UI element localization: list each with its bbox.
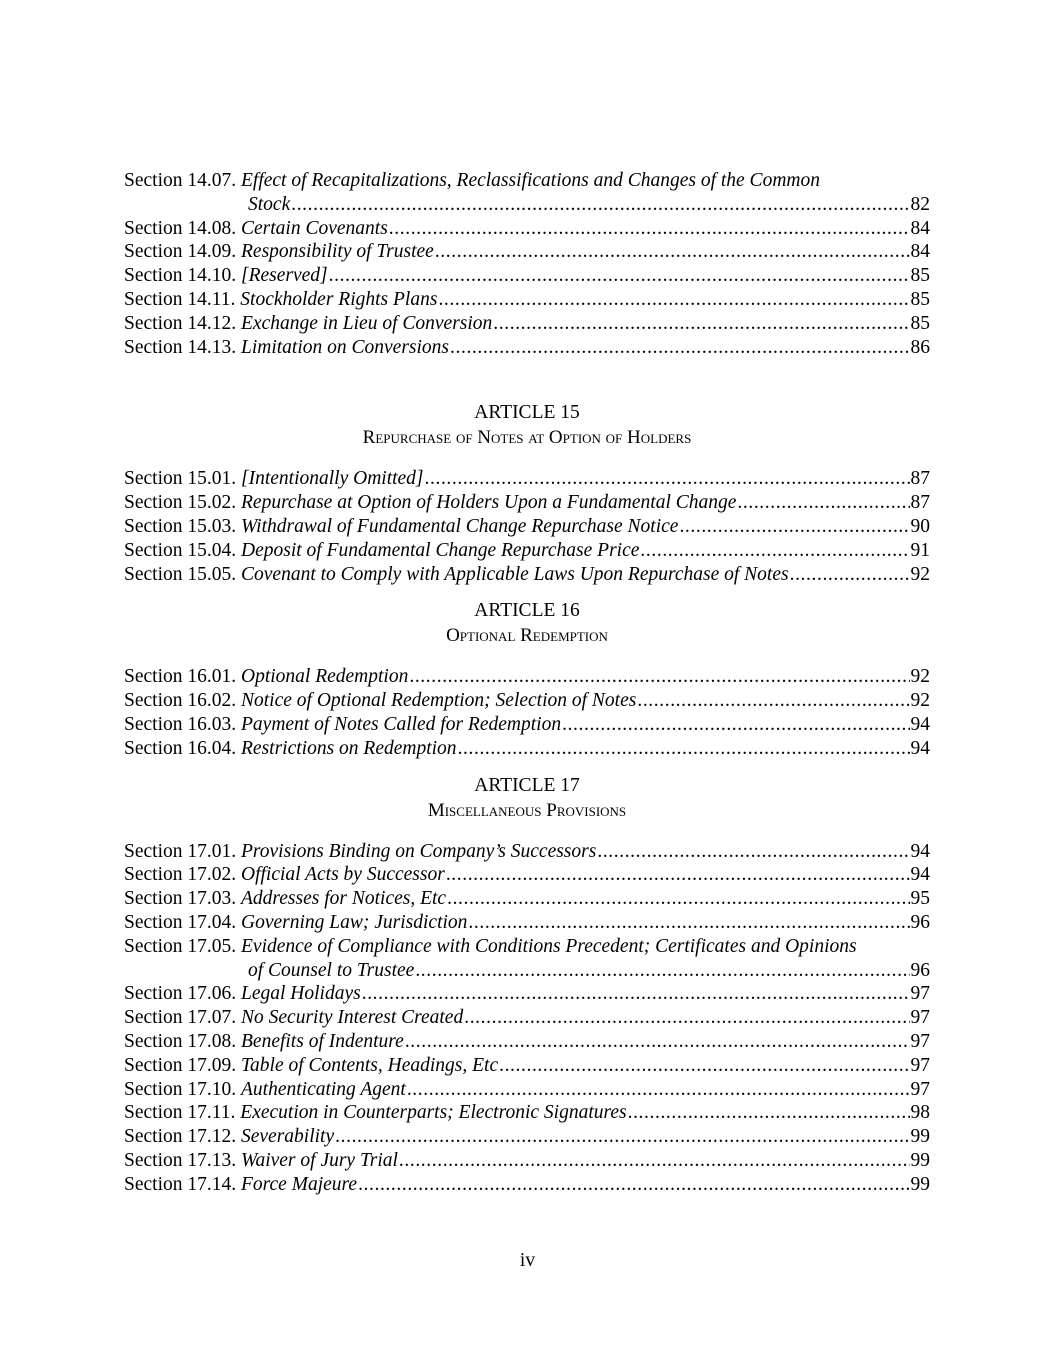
dot-leader bbox=[291, 193, 909, 217]
page-number: 94 bbox=[910, 864, 930, 886]
toc-entry-16-04[interactable]: Section 16.04. Restrictions on Redemption ..... 94 bbox=[124, 737, 930, 761]
toc-entry-17-06[interactable]: Section 17.06. Legal Holidays ..... 97 bbox=[124, 982, 930, 1006]
article-number: ARTICLE 15 bbox=[474, 402, 580, 424]
dot-leader bbox=[389, 217, 910, 241]
article-16-heading bbox=[124, 598, 930, 648]
toc-entry-17-05-continued[interactable]: of Counsel to Trustee ..... 96 bbox=[124, 959, 930, 983]
toc-entry-14-12[interactable]: Section 14.12. Exchange in Lieu of Conversion ..... 85 bbox=[124, 312, 930, 336]
dot-leader bbox=[790, 563, 910, 587]
toc-entry-17-08[interactable]: Section 17.08. Benefits of Indenture ..... 97 bbox=[124, 1030, 930, 1054]
toc-entry-15-04[interactable]: Section 15.04. Deposit of Fundamental Change Repurchase Price ..... 91 bbox=[124, 539, 930, 563]
dot-leader bbox=[679, 515, 909, 539]
toc-entry-17-09[interactable]: Section 17.09. Table of Contents, Headings, Etc ..... 97 bbox=[124, 1054, 930, 1078]
article-number: ARTICLE 16 bbox=[474, 600, 580, 622]
toc-entry-17-13[interactable]: Section 17.13. Waiver of Jury Trial ..... 99 bbox=[124, 1149, 930, 1173]
page-number: 96 bbox=[910, 959, 930, 981]
toc-entry-14-11[interactable]: Section 14.11. Stockholder Rights Plans ..... 85 bbox=[124, 288, 930, 312]
toc-entry-14-08[interactable]: Section 14.08. Certain Covenants ..... 84 bbox=[124, 217, 930, 241]
toc-entry-16-03[interactable]: Section 16.03. Payment of Notes Called for Redemption ..... 94 bbox=[124, 713, 930, 737]
page-number: 99 bbox=[910, 1173, 930, 1195]
page-folio: iv bbox=[519, 1250, 536, 1271]
toc-entry-15-03[interactable]: Section 15.03. Withdrawal of Fundamental Change Repurchase Notice ..... 90 bbox=[124, 515, 930, 539]
dot-leader bbox=[597, 840, 909, 864]
dot-leader bbox=[362, 982, 910, 1006]
dot-leader bbox=[640, 539, 909, 563]
toc-entry-14-13[interactable]: Section 14.13. Limitation on Conversions ..... 86 bbox=[124, 336, 930, 360]
toc-entry-17-07[interactable]: Section 17.07. No Security Interest Created ..... 97 bbox=[124, 1006, 930, 1030]
page-number: 85 bbox=[910, 312, 930, 334]
page-number: 92 bbox=[910, 666, 930, 688]
dot-leader bbox=[458, 737, 910, 761]
page-number: 84 bbox=[910, 217, 930, 239]
article-15-sections bbox=[124, 467, 930, 586]
dot-leader bbox=[399, 1149, 910, 1173]
article-16-sections bbox=[124, 665, 930, 760]
page-number: 86 bbox=[910, 336, 930, 358]
dot-leader bbox=[415, 959, 909, 983]
article-17-heading bbox=[124, 773, 930, 823]
page-number: 94 bbox=[910, 840, 930, 862]
article-17-sections bbox=[124, 840, 930, 1197]
toc-entry-17-12[interactable]: Section 17.12. Severability ..... 99 bbox=[124, 1125, 930, 1149]
table-of-contents bbox=[124, 169, 930, 1197]
page-number: 97 bbox=[910, 983, 930, 1005]
dot-leader bbox=[464, 1006, 909, 1030]
dot-leader bbox=[358, 1173, 909, 1197]
article-14-sections bbox=[124, 169, 930, 359]
article-title: Miscellaneous Provisions bbox=[427, 799, 627, 821]
page-number: 99 bbox=[910, 1149, 930, 1171]
toc-entry-17-02[interactable]: Section 17.02. Official Acts by Successor ..... 94 bbox=[124, 863, 930, 887]
toc-entry-14-09[interactable]: Section 14.09. Responsibility of Trustee ..... 84 bbox=[124, 240, 930, 264]
dot-leader bbox=[637, 689, 909, 713]
article-title: Repurchase of Notes at Option of Holders bbox=[362, 427, 692, 449]
toc-entry-17-05[interactable]: Section 17.05. Evidence of Compliance with Conditions Precedent; Certificates and Opinions bbox=[124, 935, 857, 957]
page-number: 90 bbox=[910, 515, 930, 537]
toc-entry-17-04[interactable]: Section 17.04. Governing Law; Jurisdiction ..... 96 bbox=[124, 911, 930, 935]
dot-leader bbox=[562, 713, 909, 737]
toc-entry-15-02[interactable]: Section 15.02. Repurchase at Option of Holders Upon a Fundamental Change ..... 87 bbox=[124, 491, 930, 515]
page-number: 95 bbox=[910, 888, 930, 910]
page-number: 87 bbox=[910, 468, 930, 490]
page-number: 87 bbox=[910, 492, 930, 514]
page-number: 97 bbox=[910, 1030, 930, 1052]
page-number: 82 bbox=[910, 193, 930, 215]
page-number: 96 bbox=[910, 911, 930, 933]
dot-leader bbox=[628, 1101, 910, 1125]
toc-entry-14-07-continued[interactable]: Stock ..... 82 bbox=[124, 193, 930, 217]
page-number: 98 bbox=[910, 1102, 930, 1124]
toc-entry-17-03[interactable]: Section 17.03. Addresses for Notices, Etc ..... 95 bbox=[124, 887, 930, 911]
dot-leader bbox=[450, 336, 909, 360]
toc-entry-16-02[interactable]: Section 16.02. Notice of Optional Redemption; Selection of Notes ..... 92 bbox=[124, 689, 930, 713]
page-number: 91 bbox=[910, 539, 930, 561]
page-number: 92 bbox=[910, 563, 930, 585]
page-number: 94 bbox=[910, 713, 930, 735]
dot-leader bbox=[499, 1054, 909, 1078]
dot-leader bbox=[329, 264, 910, 288]
toc-entry-15-01[interactable]: Section 15.01. [Intentionally Omitted] ..... 87 bbox=[124, 467, 930, 491]
toc-entry-15-05[interactable]: Section 15.05. Covenant to Comply with Applicable Laws Upon Repurchase of Notes ..... 92 bbox=[124, 563, 930, 587]
dot-leader bbox=[407, 1078, 910, 1102]
dot-leader bbox=[446, 863, 910, 887]
page-number: 94 bbox=[910, 737, 930, 759]
page-number: 85 bbox=[910, 265, 930, 287]
toc-entry-14-07[interactable]: Section 14.07. Effect of Recapitalizations, Reclassifications and Changes of the Common bbox=[124, 170, 820, 191]
page-number: 97 bbox=[910, 1078, 930, 1100]
page-number: 85 bbox=[910, 288, 930, 310]
page-number: 99 bbox=[910, 1126, 930, 1148]
dot-leader bbox=[435, 240, 910, 264]
toc-entry-16-01[interactable]: Section 16.01. Optional Redemption ..... 92 bbox=[124, 665, 930, 689]
page-number: 84 bbox=[910, 241, 930, 263]
article-title: Optional Redemption bbox=[446, 625, 608, 647]
toc-entry-14-10[interactable]: Section 14.10. [Reserved] ..... 85 bbox=[124, 264, 930, 288]
toc-entry-17-14[interactable]: Section 17.14. Force Majeure ..... 99 bbox=[124, 1173, 930, 1197]
dot-leader bbox=[737, 491, 909, 515]
article-15-heading bbox=[124, 400, 930, 450]
toc-entry-17-01[interactable]: Section 17.01. Provisions Binding on Company’s Successors ..... 94 bbox=[124, 840, 930, 864]
page-number: 97 bbox=[910, 1007, 930, 1029]
page-number: 97 bbox=[910, 1054, 930, 1076]
dot-leader bbox=[438, 288, 909, 312]
article-number: ARTICLE 17 bbox=[474, 774, 580, 796]
dot-leader bbox=[468, 911, 909, 935]
dot-leader bbox=[405, 1030, 910, 1054]
page-number: 92 bbox=[910, 690, 930, 712]
dot-leader bbox=[493, 312, 909, 336]
dot-leader bbox=[335, 1125, 909, 1149]
dot-leader bbox=[425, 467, 910, 491]
dot-leader bbox=[447, 887, 909, 911]
toc-entry-17-10[interactable]: Section 17.10. Authenticating Agent ..... 97 bbox=[124, 1078, 930, 1102]
toc-entry-17-11[interactable]: Section 17.11. Execution in Counterparts; Electronic Signatures ..... 98 bbox=[124, 1101, 930, 1125]
dot-leader bbox=[409, 665, 909, 689]
